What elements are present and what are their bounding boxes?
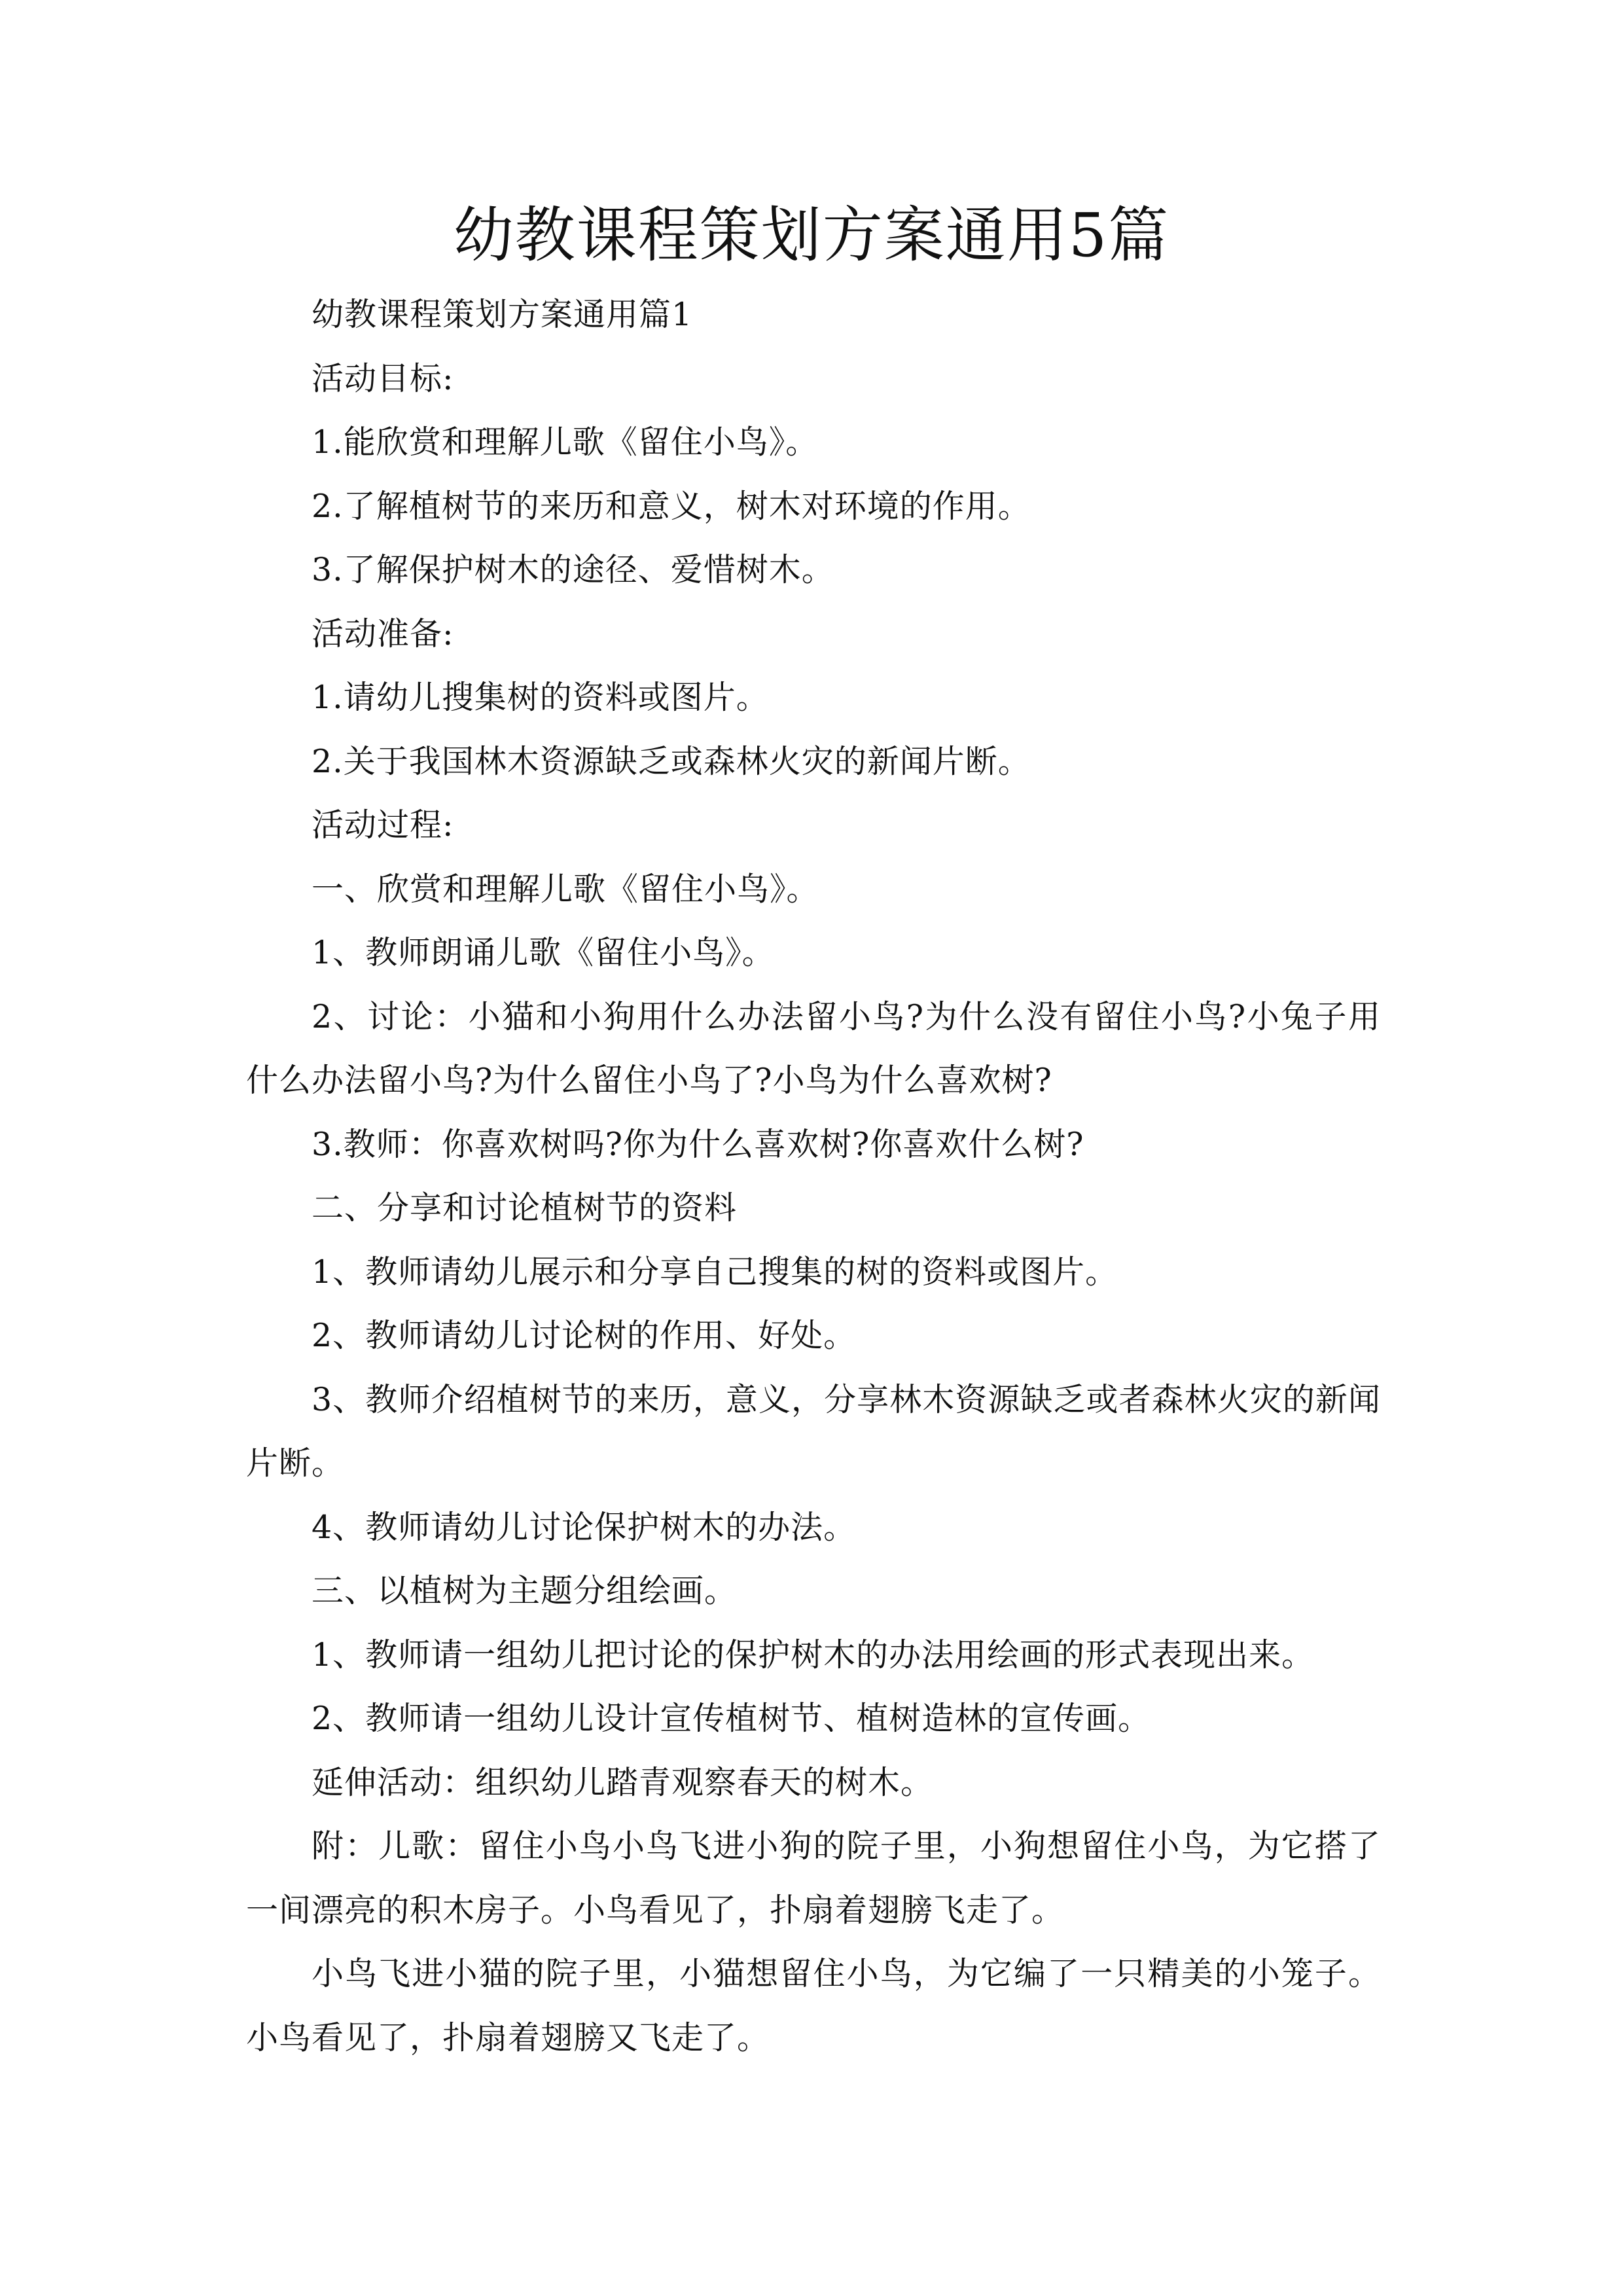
paragraph: 小鸟飞进小猫的院子里，小猫想留住小鸟，为它编了一只精美的小笼子。小鸟看见了，扑扇着翅膀又飞走了。 [246, 1955, 1381, 2056]
paragraph: 2、教师请幼儿讨论树的作用、好处。 [312, 1317, 857, 1354]
paragraph: 3.教师：你喜欢树吗?你为什么喜欢树?你喜欢什么树? [312, 1125, 1084, 1163]
paragraph: 2、讨论：小猫和小狗用什么办法留小鸟?为什么没有留住小鸟?小兔子用什么办法留小鸟?为什么留住小鸟了?小鸟为什么喜欢树? [246, 997, 1381, 1099]
paragraph: 1、教师请幼儿展示和分享自己搜集的树的资料或图片。 [312, 1253, 1118, 1291]
subheading: 活动目标: [312, 359, 454, 397]
section-heading: 幼教课程策划方案通用篇1 [312, 296, 693, 333]
document-body [246, 283, 1381, 2070]
paragraph: 二、分享和讨论植树节的资料 [312, 1189, 738, 1227]
paragraph: 1.请幼儿搜集树的资料或图片。 [312, 679, 769, 716]
subheading: 活动过程: [312, 806, 454, 844]
paragraph: 2.了解植树节的来历和意义，树木对环境的作用。 [312, 487, 1031, 525]
paragraph: 3.了解保护树木的途径、爱惜树木。 [312, 551, 834, 588]
paragraph: 1、教师请一组幼儿把讨论的保护树木的办法用绘画的形式表现出来。 [312, 1636, 1315, 1674]
paragraph: 3、教师介绍植树节的来历，意义，分享林木资源缺乏或者森林火灾的新闻片断。 [246, 1380, 1381, 1482]
paragraph: 一、欣赏和理解儿歌《留住小鸟》。 [312, 870, 819, 908]
paragraph: 三、以植树为主题分组绘画。 [312, 1572, 738, 1609]
document-title: 幼教课程策划方案通用5篇 [453, 200, 1170, 270]
paragraph: 4、教师请幼儿讨论保护树木的办法。 [312, 1508, 857, 1546]
paragraph: 2.关于我国林木资源缺乏或森林火灾的新闻片断。 [312, 742, 1031, 780]
paragraph: 延伸活动：组织幼儿踏青观察春天的树木。 [312, 1763, 934, 1801]
subheading: 活动准备: [312, 615, 454, 653]
paragraph: 1.能欣赏和理解儿歌《留住小鸟》。 [312, 423, 819, 461]
paragraph: 2、教师请一组幼儿设计宣传植树节、植树造林的宣传画。 [312, 1700, 1151, 1737]
paragraph: 1、教师朗诵儿歌《留住小鸟》。 [312, 934, 775, 971]
paragraph: 附：儿歌：留住小鸟小鸟飞进小狗的院子里，小狗想留住小鸟，为它搭了一间漂亮的积木房子。小鸟看见了，扑扇着翅膀飞走了。 [246, 1827, 1381, 1929]
